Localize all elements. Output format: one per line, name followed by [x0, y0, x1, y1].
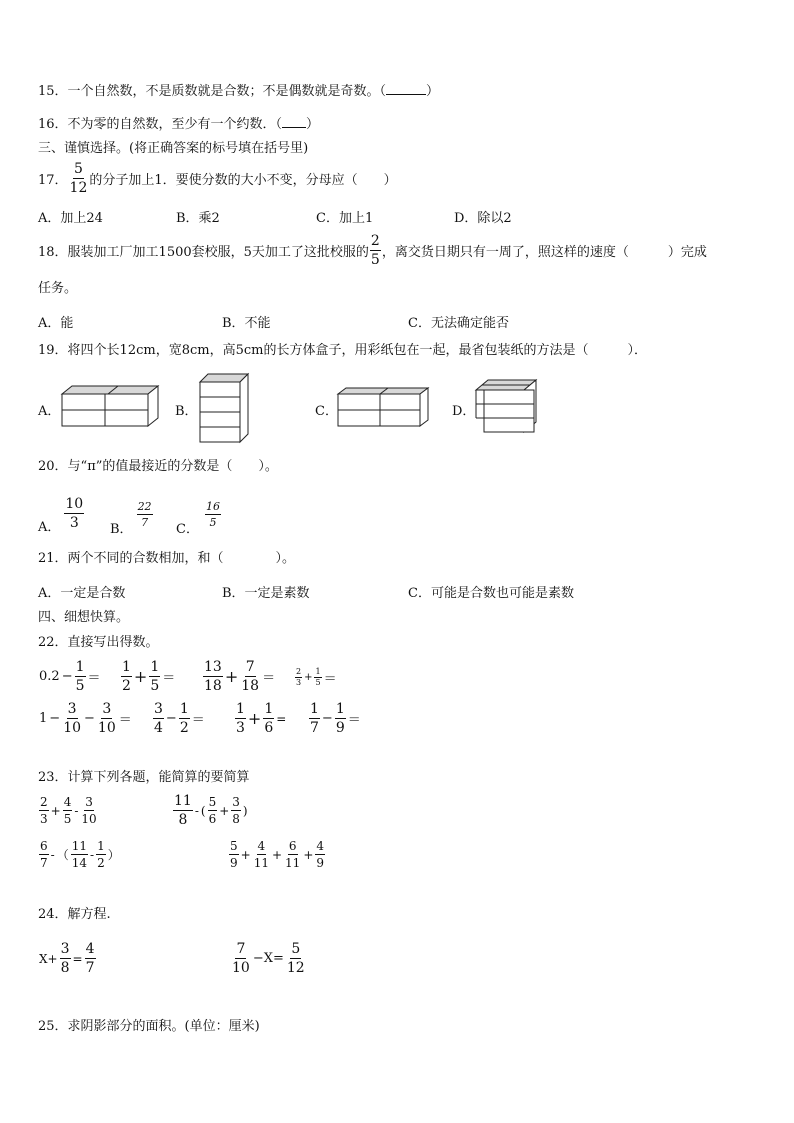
minus-sign: −	[84, 711, 95, 726]
numerator: 4	[257, 839, 266, 853]
equals-sign: ＝	[262, 671, 276, 686]
denominator: 11	[253, 856, 269, 870]
q20-option-a-fraction	[64, 497, 84, 530]
equals-sign: =	[72, 951, 83, 966]
fraction	[80, 796, 97, 825]
numerator: 3	[60, 941, 70, 957]
q21-option-c[interactable]: C．可能是合数也可能是素数	[408, 586, 574, 601]
minus-sign: -	[194, 803, 199, 818]
q19-option-a-figure	[60, 384, 160, 430]
q21-option-b[interactable]: B．一定是素数	[222, 586, 310, 601]
q19-option-d-label[interactable]: D．	[452, 404, 476, 419]
numerator: 1	[122, 659, 131, 675]
fraction	[231, 942, 251, 975]
q22-expr-6	[152, 702, 206, 735]
minus-sign: −	[61, 669, 73, 684]
question-20: 20．与“π”的值最接近的分数是（ ）。	[38, 459, 278, 474]
denominator: 7	[40, 856, 48, 870]
denominator: 7	[310, 720, 319, 736]
q18-option-b[interactable]: B．不能	[222, 316, 271, 331]
q22-expr-1	[38, 660, 102, 693]
q18-option-a[interactable]: A．能	[38, 316, 74, 331]
denominator: 10	[232, 960, 250, 976]
fraction	[153, 702, 164, 735]
q22-expr-8	[308, 702, 362, 735]
q19-option-c-figure	[336, 386, 430, 428]
fraction	[97, 702, 117, 735]
numerator: 22	[137, 500, 152, 513]
numerator: 4	[63, 795, 72, 809]
numerator: 1	[315, 667, 321, 676]
fraction	[85, 942, 96, 975]
denominator: 14	[71, 856, 87, 870]
answer-blank[interactable]	[282, 115, 306, 128]
equals-sign: ＝	[347, 713, 361, 728]
fraction	[335, 702, 346, 735]
answer-blank[interactable]	[386, 82, 426, 95]
section-heading-4: 四、细想快算。	[38, 610, 130, 625]
fraction	[208, 796, 218, 825]
denominator: 11	[285, 856, 301, 870]
fraction	[96, 840, 106, 869]
numerator: 1	[310, 701, 319, 717]
equals-sign: ＝	[323, 672, 337, 687]
denominator: 5	[370, 252, 380, 268]
denominator: 2	[97, 856, 105, 870]
numerator: 1	[236, 701, 245, 717]
denominator: 9	[230, 856, 238, 870]
plus-sign: +	[240, 847, 251, 862]
equals-sign: ＝	[87, 671, 101, 686]
numerator: 5	[74, 161, 83, 177]
denominator: 6	[208, 812, 217, 826]
variable-term: X+	[39, 951, 58, 966]
numerator: 3	[154, 701, 163, 717]
denominator: 6	[264, 720, 274, 736]
q17-option-c[interactable]: C．加上1	[316, 211, 374, 226]
fraction	[286, 942, 306, 975]
plus-sign: +	[271, 847, 283, 862]
denominator: 2	[179, 720, 189, 736]
q22-expr-2	[120, 660, 176, 693]
numerator: 4	[316, 839, 325, 853]
q19-option-b-figure	[198, 372, 250, 444]
denominator: 8	[232, 812, 240, 826]
q17-number: 17．	[38, 173, 68, 188]
q21-option-a[interactable]: A．一定是合数	[38, 586, 126, 601]
fraction	[121, 660, 132, 693]
numerator: 3	[102, 701, 112, 717]
fraction	[39, 796, 49, 825]
plus-sign: +	[247, 709, 262, 728]
q20-option-b-fraction	[137, 501, 153, 528]
q18-text-b: ，离交货日期只有一周了，照这样的速度（ ）完成	[381, 245, 707, 260]
denominator: 8	[178, 812, 188, 828]
minus-sign: -	[50, 847, 55, 862]
fraction	[179, 702, 190, 735]
plus-sign: +	[219, 803, 230, 818]
q20-option-c-label: C．	[176, 522, 199, 537]
minus-sign: −	[321, 711, 333, 726]
fraction	[235, 702, 246, 735]
numerator: 2	[296, 667, 302, 676]
denominator: 5	[315, 678, 321, 687]
plus-sign: +	[50, 803, 61, 818]
denominator: 4	[154, 720, 163, 736]
q23-expr-4	[228, 840, 326, 869]
denominator: 8	[60, 960, 70, 976]
fraction	[231, 796, 241, 825]
denominator: 18	[241, 678, 260, 694]
question-24: 24．解方程.	[38, 907, 111, 922]
numerator: 10	[65, 496, 84, 512]
fraction	[240, 660, 260, 693]
denominator: 3	[236, 720, 245, 736]
section-heading-3: 三、谨慎选择。(将正确答案的标号填在括号里)	[38, 141, 309, 156]
denominator: 5	[75, 678, 85, 694]
denominator: 5	[209, 516, 217, 529]
denominator: 9	[316, 856, 325, 870]
minus-sign: −	[165, 711, 177, 726]
right-paren: )	[242, 803, 248, 818]
numerator: 11	[71, 839, 87, 853]
equals-sign: ＝	[118, 713, 132, 728]
q16-close: ）	[306, 117, 320, 132]
fraction	[173, 794, 193, 827]
plus-sign: +	[133, 667, 148, 686]
numerator: 11	[174, 793, 192, 809]
denominator: 3	[296, 678, 302, 687]
number: 1	[39, 711, 48, 726]
number: 0.2	[39, 669, 60, 684]
q17-fraction	[69, 162, 89, 195]
left-paren: （	[56, 848, 69, 862]
numerator: 1	[150, 659, 160, 675]
fraction	[60, 942, 71, 975]
q17-option-a[interactable]: A．加上24	[38, 211, 103, 226]
fraction	[263, 702, 274, 735]
numerator: 1	[75, 659, 85, 675]
denominator: 10	[81, 812, 97, 826]
q19-option-a-label[interactable]: A．	[38, 404, 61, 419]
numerator: 6	[288, 839, 297, 853]
question-15	[38, 82, 439, 101]
q20-option-c[interactable]	[176, 492, 222, 537]
fraction	[149, 660, 160, 693]
fraction	[229, 840, 239, 869]
q20-option-b-label: B．	[110, 522, 133, 537]
numerator: 1	[264, 701, 274, 717]
q23-expr-2	[172, 794, 249, 827]
q17-option-b[interactable]: B．乘2	[176, 211, 220, 226]
fraction	[63, 796, 73, 825]
numerator: 7	[236, 941, 246, 957]
fraction	[314, 668, 321, 687]
denominator: 12	[286, 960, 305, 976]
equals-sign: ＝	[191, 713, 205, 728]
q24-equation-2	[230, 942, 307, 975]
fraction	[315, 840, 325, 869]
denominator: 3	[40, 812, 48, 826]
fraction	[284, 840, 301, 869]
numerator: 2	[370, 233, 380, 249]
denominator: 18	[204, 678, 222, 694]
fraction	[39, 840, 49, 869]
right-paren: ）	[107, 848, 120, 862]
fraction	[309, 702, 320, 735]
question-16	[38, 115, 319, 134]
denominator: 7	[141, 516, 149, 529]
question-23: 23．计算下列各题，能简算的要简算	[38, 770, 250, 785]
denominator: 3	[69, 515, 79, 531]
minus-x-equals: −X=	[252, 951, 284, 966]
fraction	[75, 660, 86, 693]
q17-text: 的分子加上1．要使分数的大小不变，分母应（ ）	[89, 173, 397, 188]
denominator: 7	[85, 960, 95, 976]
question-21: 21．两个不同的合数相加，和（ ）。	[38, 551, 296, 566]
plus-sign: +	[224, 667, 239, 686]
denominator: 5	[150, 678, 160, 694]
equals-sign: ＝	[162, 671, 176, 686]
question-19: 19．将四个长12cm，宽8cm，高5cm的长方体盒子，用彩纸包在一起，最省包装纸的方法是（ ）．	[38, 343, 647, 358]
denominator: 9	[335, 720, 345, 736]
q20-option-a-label: A．	[38, 520, 61, 535]
denominator: 2	[122, 678, 131, 694]
q18-text-c: 任务。	[38, 281, 78, 296]
numerator: 16	[205, 500, 220, 513]
question-25: 25．求阴影部分的面积。(单位：厘米)	[38, 1019, 260, 1034]
question-22: 22．直接写出得数。	[38, 635, 159, 650]
numerator: 5	[230, 839, 238, 853]
q20-option-a[interactable]	[38, 492, 85, 535]
question-17	[38, 162, 397, 195]
q22-expr-3	[202, 660, 276, 693]
q18-option-c[interactable]: C．无法确定能否	[408, 316, 509, 331]
q17-option-d[interactable]: D．除以2	[454, 211, 512, 226]
denominator: 12	[69, 180, 88, 196]
q19-option-b-label[interactable]: B．	[175, 404, 198, 419]
plus-sign: +	[303, 847, 314, 862]
numerator: 13	[204, 659, 222, 675]
denominator: 10	[97, 720, 116, 736]
numerator: 1	[97, 839, 105, 853]
minus-sign: −	[49, 711, 61, 726]
numerator: 6	[40, 839, 48, 853]
q22-expr-5	[38, 702, 133, 735]
numerator: 3	[232, 795, 240, 809]
q22-expr-4	[294, 668, 338, 687]
numerator: 3	[85, 795, 93, 809]
q20-option-b[interactable]	[110, 492, 154, 537]
numerator: 5	[208, 795, 217, 809]
q16-text: 16．不为零的自然数，至少有一个约数．（	[38, 117, 283, 132]
fraction	[295, 668, 302, 687]
fraction	[203, 660, 223, 693]
q15-text: 15．一个自然数，不是质数就是合数；不是偶数就是奇数。（	[38, 84, 387, 99]
minus-sign: -	[90, 847, 95, 862]
numerator: 3	[67, 701, 77, 717]
numerator: 4	[85, 941, 95, 957]
q22-expr-7	[234, 702, 287, 735]
q23-expr-1	[38, 796, 99, 825]
denominator: 5	[63, 812, 72, 826]
equals-sign: =	[276, 711, 287, 726]
q15-close: ）	[426, 84, 440, 99]
q23-expr-3	[38, 840, 121, 869]
question-18	[38, 234, 707, 267]
fraction	[62, 702, 82, 735]
left-paren: (	[200, 803, 206, 818]
fraction	[71, 840, 88, 869]
q19-option-d-figure	[474, 378, 538, 436]
q20-option-c-fraction	[205, 501, 221, 528]
fraction	[253, 840, 270, 869]
numerator: 5	[291, 941, 301, 957]
minus-sign: -	[74, 803, 79, 818]
q19-option-c-label[interactable]: C．	[315, 404, 338, 419]
numerator: 1	[335, 701, 345, 717]
numerator: 2	[40, 795, 48, 809]
numerator: 1	[179, 701, 189, 717]
q18-text-a: 18．服装加工厂加工1500套校服，5天加工了这批校服的	[38, 245, 369, 260]
q24-equation-1	[38, 942, 97, 975]
denominator: 10	[63, 720, 82, 736]
q18-fraction	[370, 234, 381, 267]
plus-sign: +	[304, 672, 313, 683]
numerator: 7	[245, 659, 255, 675]
